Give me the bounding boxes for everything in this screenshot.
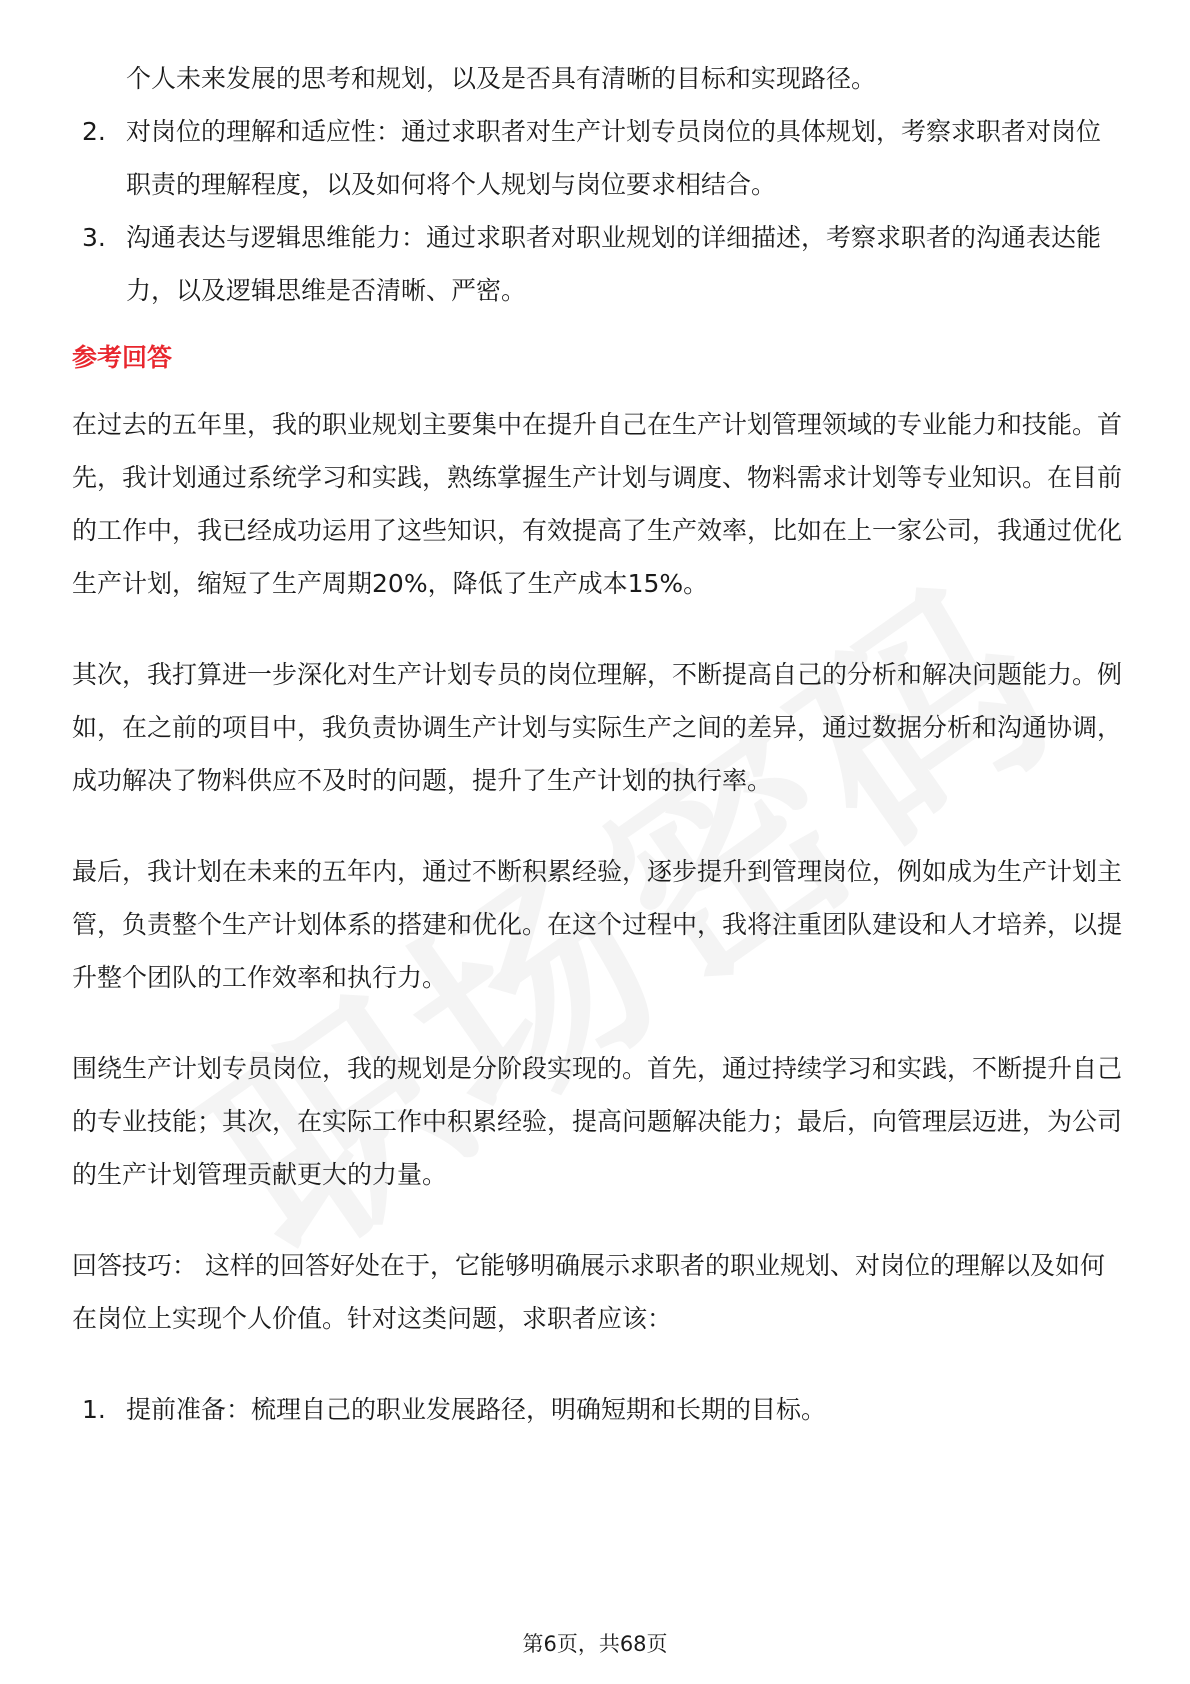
list-number: 3. xyxy=(82,223,106,252)
list-item xyxy=(72,211,1122,317)
list-number: 2. xyxy=(82,117,106,146)
eval-points-list xyxy=(72,105,1122,317)
page-content xyxy=(72,52,1122,1436)
answer-tips-paragraph: 回答技巧： 这样的回答好处在于，它能够明确展示求职者的职业规划、对岗位的理解以及如何在岗位上实现个人价值。针对这类问题，求职者应该： xyxy=(72,1251,1105,1333)
list-number: 1. xyxy=(82,1395,106,1424)
tips-list xyxy=(72,1383,1122,1436)
answer-paragraph: 最后，我计划在未来的五年内，通过不断积累经验，逐步提升到管理岗位，例如成为生产计划主管，负责整个生产计划体系的搭建和优化。在这个过程中，我将注重团队建设和人才培养，以提升整个团队的工作效率和执行力。 xyxy=(72,857,1123,992)
answer-paragraph: 围绕生产计划专员岗位，我的规划是分阶段实现的。首先，通过持续学习和实践，不断提升自己的专业技能；其次，在实际工作中积累经验，提高问题解决能力；最后，向管理层迈进，为公司的生产计划管理贡献更大的力量。 xyxy=(72,1054,1123,1189)
page-footer: 第6页，共68页 xyxy=(522,1632,668,1656)
list-item-text: 对岗位的理解和适应性：通过求职者对生产计划专员岗位的具体规划，考察求职者对岗位职责的理解程度，以及如何将个人规划与岗位要求相结合。 xyxy=(126,117,1102,199)
list-item xyxy=(72,1383,1122,1436)
list-item xyxy=(72,105,1122,211)
list-item-text: 提前准备：梳理自己的职业发展路径，明确短期和长期的目标。 xyxy=(126,1395,827,1424)
section-heading-answer: 参考回答 xyxy=(72,343,173,372)
intro-continuation-block xyxy=(72,52,1122,105)
list-item-text: 沟通表达与逻辑思维能力：通过求职者对职业规划的详细描述，考察求职者的沟通表达能力，以及逻辑思维是否清晰、严密。 xyxy=(126,223,1102,305)
intro-continuation: 个人未来发展的思考和规划，以及是否具有清晰的目标和实现路径。 xyxy=(126,64,877,93)
answer-paragraph: 其次，我打算进一步深化对生产计划专员的岗位理解，不断提高自己的分析和解决问题能力。例如，在之前的项目中，我负责协调生产计划与实际生产之间的差异，通过数据分析和沟通协调，成功解决了物料供应不及时的问题，提升了生产计划的执行率。 xyxy=(72,660,1123,795)
answer-paragraph: 在过去的五年里，我的职业规划主要集中在提升自己在生产计划管理领域的专业能力和技能。首先，我计划通过系统学习和实践，熟练掌握生产计划与调度、物料需求计划等专业知识。在目前的工作中，我已经成功运用了这些知识，有效提高了生产效率，比如在上一家公司，我通过优化生产计划，缩短了生产周期20%，降低了生产成本15%。 xyxy=(72,410,1123,598)
